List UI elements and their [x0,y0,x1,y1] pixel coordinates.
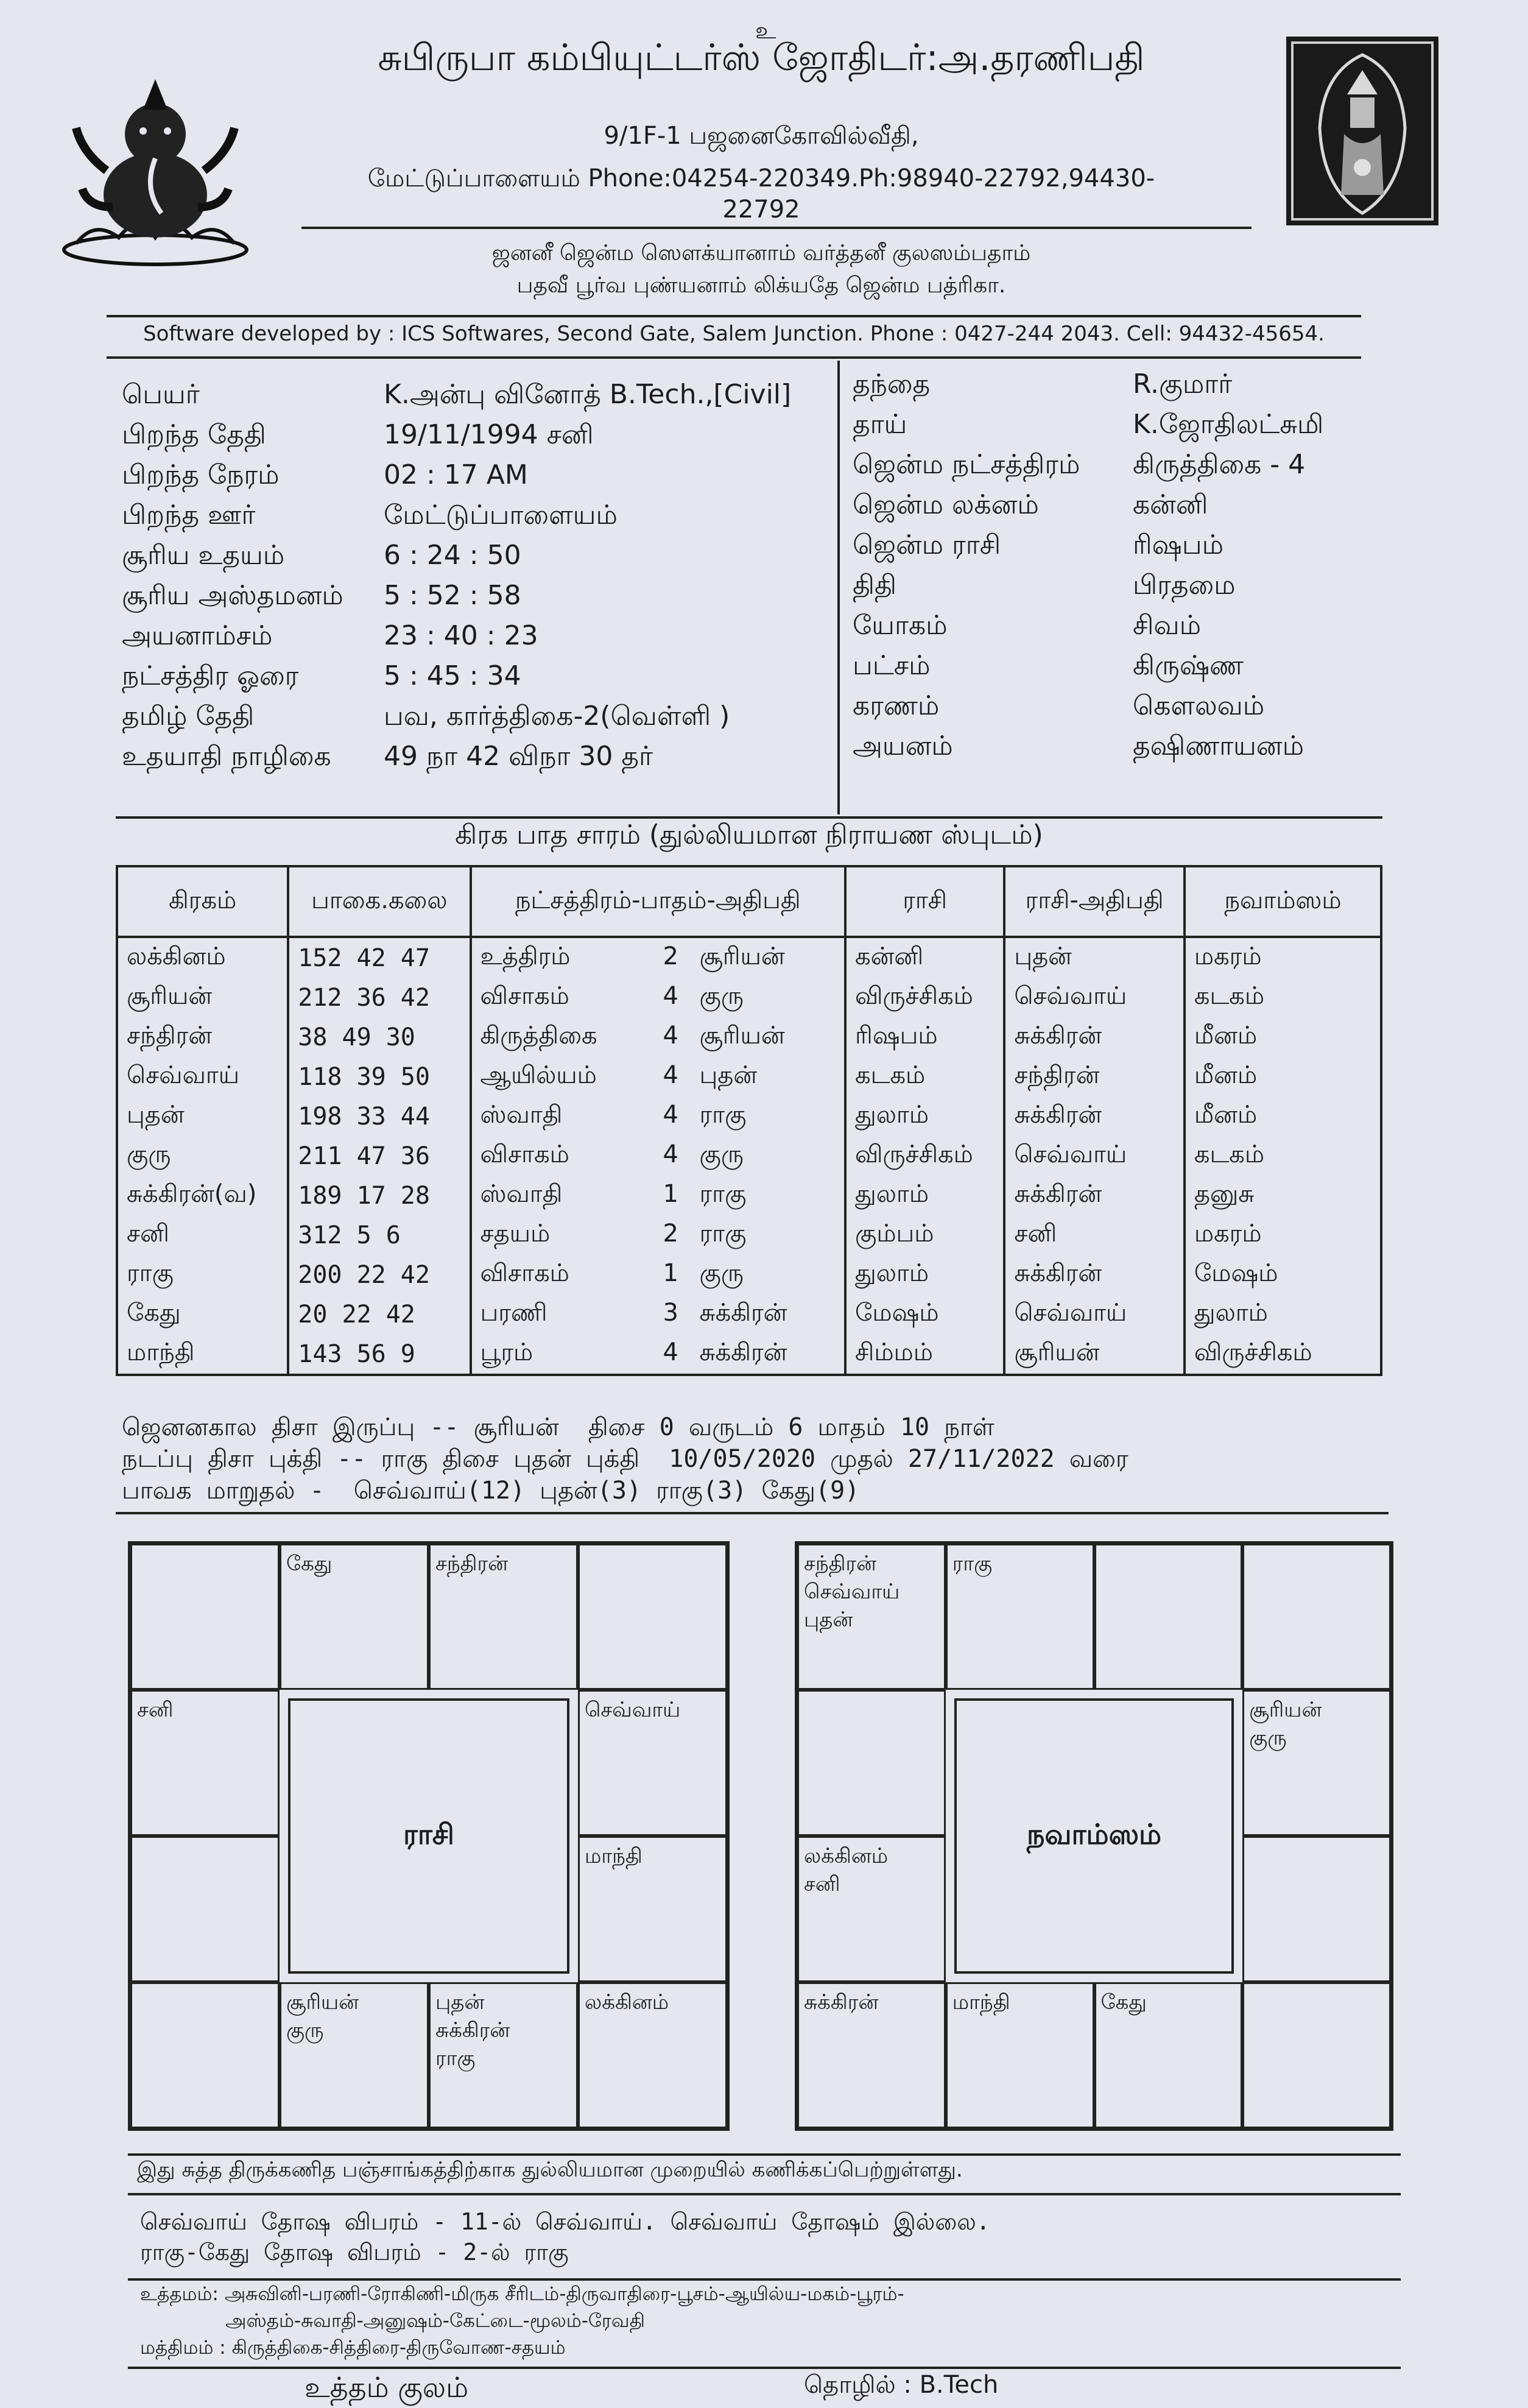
right_details-value: கிருத்திகை - 4 [1133,449,1306,480]
planet-table-header-cell: ராசி [845,866,1004,937]
table-cell [1185,1136,1381,1176]
table-cell [288,937,470,978]
table-cell-text: 4 [663,1061,678,1089]
table-cell-text: ஆயில்யம் [480,1061,597,1089]
table-cell-text: கும்பம் [855,1220,934,1248]
left_details-value: K.அன்பு வினோத் B.Tech.,[Civil] [384,379,792,410]
right_details-value: K.ஜோதிலட்சுமி [1133,409,1324,440]
table-cell-text: மீனம் [1194,1061,1258,1089]
current-dasa-bhukti: நடப்பு திசா புக்தி -- ராகு திசை புதன் புக்தி 10/05/2020 முதல் 27/11/2022 வரை [122,1445,1128,1473]
table-cell [288,978,470,1017]
planet-table-header-cell: ராசி-அதிபதி [1004,866,1185,937]
right_details-value: கன்னி [1133,489,1208,520]
table-cell [845,1255,1004,1294]
table-cell-text: துலாம் [1194,1299,1268,1327]
table-cell-text: புதன் [127,1101,185,1129]
table-cell-text: ரிஷபம் [855,1022,938,1050]
right_details-label: தந்தை [853,369,931,400]
table-cell-text: சூரியன் [127,982,213,1010]
table-cell-text: பரணி [480,1299,547,1327]
table-cell [117,978,288,1017]
table-cell-text: 118 39 50 [298,1062,430,1091]
table-cell [1004,1176,1185,1215]
right_details-label: தாய் [853,409,907,440]
table-cell-text: 4 [663,1022,678,1050]
table-cell [1185,1176,1381,1215]
dosha-bottom-line [128,2278,1401,2281]
table-cell-text: 2 [663,1220,678,1248]
table-cell [288,1255,470,1294]
table-cell-text: புதன் [699,1061,758,1089]
left_details-label: உதயாதி நாழிகை [122,741,331,772]
planet-table-header-cell: பாகை.கலை [288,866,470,937]
table-cell [1004,1294,1185,1334]
left_details-value: 19/11/1994 சனி [384,419,594,450]
table-cell [471,1176,846,1215]
header-phone: மேட்டுப்பாளையம் Phone:04254-220349.Ph:98940-22792,94430-22792 [367,164,1155,224]
navamsa-chart [795,1541,1393,2131]
bottom-partial-right: தொழில் : B.Tech [804,2371,999,2399]
table-row [117,1176,1381,1215]
planet-table-title: கிரக பாத சாரம் (துல்லியமான நிராயண ஸ்புடம்) [455,819,1043,850]
chart-house-cell: மாந்தி [578,1836,727,1982]
table-cell-text: 212 36 42 [298,983,430,1012]
table-cell [288,1057,470,1096]
chart-house-cell: சுக்கிரன் [797,1982,946,2128]
planet-table [116,865,1382,1376]
left_details-value: 02 : 17 AM [384,459,528,490]
table-cell-text: குரு [127,1140,171,1168]
table-cell [845,1215,1004,1255]
table-cell-text: கேது [127,1299,181,1327]
table-cell [1185,1017,1381,1057]
chart-house-cell [130,1544,280,1690]
chart-house-cell: கேது [1094,1982,1243,2128]
table-cell-text: ராகு [127,1259,174,1287]
table-cell [117,1017,288,1057]
table-cell-text: 4 [663,1338,678,1366]
table-cell-text: செவ்வாய் [127,1061,240,1089]
table-row [117,1334,1381,1375]
table-cell [288,1334,470,1375]
chart-title: நவாம்ஸம் [954,1698,1234,1974]
table-cell [1185,978,1381,1017]
chart-house-cell: சூரியன் குரு [1242,1690,1391,1836]
table-cell [1185,937,1381,978]
table-cell-text: துலாம் [855,1180,929,1208]
table-cell-text: குரு [699,1140,744,1168]
table-cell-text: செவ்வாய் [1014,982,1127,1010]
rahu-ketu-dosha: ராகு-கேது தோஷ விபரம் - 2-ல் ராகு [140,2239,569,2265]
table-cell-text: மேஷம் [855,1299,939,1327]
chart-house-cell [130,1836,280,1982]
footer-bottom-line [128,2367,1401,2369]
chart-house-cell [1094,1544,1243,1690]
table-cell-text: தனுசு [1194,1180,1255,1208]
table-cell-text: 1 [663,1180,678,1208]
right_details-label: பட்சம் [853,650,931,681]
table-cell-text: ஸ்வாதி [480,1101,563,1129]
chart-house-cell [1242,1836,1391,1982]
table-cell-text: சனி [127,1220,169,1248]
left_details-value: 5 : 45 : 34 [384,660,521,691]
table-cell [471,978,846,1017]
chart-house-cell [578,1544,727,1690]
header-title: சுபிருபா கம்பியுட்டர்ஸ் ஜோதிடர்:அ.தரணிபதி [378,37,1145,79]
chart-house-cell: மாந்தி [946,1982,1094,2128]
table-cell [117,1294,288,1334]
table-cell [288,1017,470,1057]
table-cell [471,1096,846,1136]
table-cell-text: கடகம் [1194,982,1265,1010]
table-cell-text: 4 [663,982,678,1010]
table-row [117,1294,1381,1334]
left_details-label: பெயர் [122,379,200,410]
table-cell [1185,1334,1381,1375]
table-row [117,1096,1381,1136]
right_details-label: கரணம் [853,690,940,721]
bhava-change: பாவக மாறுதல் - செவ்வாய்(12) புதன்(3) ராகு(3) கேது(9) [122,1477,860,1505]
uthamam-line-1: உத்தமம்: அசுவினி-பரணி-ரோகிணி-மிருக சீரிடம்-திருவாதிரை-பூசம்-ஆயில்ய-மகம்-பூரம்- [140,2283,904,2305]
table-cell [1004,1057,1185,1096]
table-cell-text: ஸ்வாதி [480,1180,563,1208]
table-cell-text: 198 33 44 [298,1102,430,1131]
right_details-label: ஜென்ம நட்சத்திரம் [853,449,1080,480]
table-cell [1004,1255,1185,1294]
ganesha-deity-icon [58,67,253,268]
table-cell-text: சந்திரன் [127,1022,213,1050]
chart-title: ராசி [288,1698,569,1974]
table-cell [1004,1136,1185,1176]
table-cell [845,937,1004,978]
table-cell-text: சிம்மம் [855,1338,933,1366]
table-cell [288,1294,470,1334]
table-cell-text: செவ்வாய் [1014,1299,1127,1327]
table-cell-text: ராகு [699,1101,747,1129]
table-cell-text: சனி [1014,1220,1057,1248]
left_details-value: மேட்டுப்பாளையம் [384,500,618,531]
table-cell [1004,1215,1185,1255]
chart-house-cell [797,1690,946,1836]
table-cell [117,1057,288,1096]
table-cell-text: குரு [699,982,744,1010]
header-verse-1: ஜனனீ ஜென்ம ஸௌக்யானாம் வர்த்தனீ குலஸம்பதாம் [491,241,1031,266]
table-cell-text: விருச்சிகம் [1194,1338,1312,1366]
table-cell [117,937,288,978]
header-divider [301,227,1252,229]
table-cell-text: சுக்கிரன் [699,1338,787,1366]
table-cell [117,1096,288,1136]
right_details-value: ரிஷபம் [1133,529,1224,560]
table-cell [471,1057,846,1096]
table-cell [845,1057,1004,1096]
table-cell-text: கன்னி [855,942,924,970]
mathimam-line: மத்திமம் : கிருத்திகை-சித்திரை-திருவோண-சதயம் [140,2337,566,2359]
right_details-label: அயனம் [853,730,953,761]
chart-house-cell: சூரியன் குரு [280,1982,429,2128]
right_details-value: R.குமார் [1133,369,1233,400]
chart-house-cell: சந்திரன் [429,1544,578,1690]
table-cell [471,1136,846,1176]
table-cell-text: 200 22 42 [298,1260,430,1289]
table-cell-text: 1 [663,1259,678,1287]
table-cell-text: குரு [699,1259,744,1287]
left_details-label: பிறந்த ஊர் [122,500,256,531]
left_details-value: பவ, கார்த்திகை-2(வெள்ளி ) [384,701,730,732]
table-cell-text: 3 [663,1299,678,1327]
chart-house-cell: ராகு [946,1544,1094,1690]
table-cell [117,1176,288,1215]
software-top-line [107,315,1361,317]
left_details-label: பிறந்த தேதி [122,419,266,450]
table-cell [1004,1334,1185,1375]
table-cell [288,1176,470,1215]
table-cell-text: 312 5 6 [298,1221,401,1249]
table-cell-text: 189 17 28 [298,1181,430,1210]
right_details-value: பிரதமை [1133,570,1236,601]
table-cell [1004,937,1185,978]
table-cell-text: 20 22 42 [298,1300,415,1329]
table-cell-text: செவ்வாய் [1014,1140,1127,1168]
table-row [117,1136,1381,1176]
rasi-chart [128,1541,730,2131]
chart-house-cell: சனி [130,1690,280,1836]
right_details-label: ஜென்ம லக்னம் [853,489,1039,520]
table-cell [845,1136,1004,1176]
planet-table-header [117,866,1381,937]
note-bottom-line [128,2193,1401,2195]
table-cell-text: 211 47 36 [298,1142,430,1170]
left_details-value: 23 : 40 : 23 [384,620,538,651]
top-mark: உ [755,17,776,44]
table-cell-text: லக்கினம் [127,942,226,970]
table-cell-text: மகரம் [1194,1220,1262,1248]
table-cell [288,1096,470,1136]
header-address: 9/1F-1 பஜனைகோவில்வீதி, [604,122,919,150]
left_details-value: 6 : 24 : 50 [384,540,521,571]
chart-house-cell [130,1982,280,2128]
table-cell-text: 152 42 47 [298,944,430,972]
planet-table-header-cell: கிரகம் [117,866,288,937]
table-cell-text: துலாம் [855,1259,929,1287]
table-cell [471,937,846,978]
table-cell-text: சுக்கிரன்(வ) [127,1180,257,1208]
table-cell-text: விசாகம் [480,982,569,1010]
table-cell-text: சுக்கிரன் [1014,1180,1102,1208]
details-bottom-line [116,816,1382,819]
chart-house-cell: செவ்வாய் [578,1690,727,1836]
table-cell-text: சதயம் [480,1220,551,1248]
table-cell-text: சூரியன் [699,942,785,970]
table-row [117,1255,1381,1294]
left_details-label: அயனாம்சம் [122,620,273,651]
balaji-deity-icon [1286,37,1438,225]
table-cell-text: ராகு [699,1220,747,1248]
table-cell [1185,1215,1381,1255]
right_details-value: தஷிணாயனம் [1133,730,1304,761]
table-cell-text: விசாகம் [480,1140,569,1168]
software-bottom-line [107,356,1361,359]
table-cell [845,1096,1004,1136]
footer-top-line [128,2153,1401,2156]
table-cell-text: 4 [663,1140,678,1168]
table-cell [471,1215,846,1255]
table-cell [1185,1294,1381,1334]
table-cell [1185,1255,1381,1294]
chart-house-cell: சந்திரன் செவ்வாய் புதன் [797,1544,946,1690]
table-cell-text: புதன் [1014,942,1072,970]
table-row [117,978,1381,1017]
table-cell [471,1017,846,1057]
table-cell-text: சூரியன் [699,1022,785,1050]
table-cell-text: விருச்சிகம் [855,982,973,1010]
table-cell-text: 4 [663,1101,678,1129]
table-cell-text: ராகு [699,1180,747,1208]
table-cell-text: சந்திரன் [1014,1061,1100,1089]
chart-house-cell [1242,1544,1391,1690]
table-cell-text: விசாகம் [480,1259,569,1287]
right_details-value: கிருஷ்ண [1133,650,1244,681]
planet-table-header-cell: நட்சத்திரம்-பாதம்-அதிபதி [471,866,846,937]
table-cell [117,1215,288,1255]
table-cell-text: சுக்கிரன் [699,1299,787,1327]
dasa-bottom-line [116,1512,1389,1514]
table-cell-text: 38 49 30 [298,1023,415,1051]
table-cell-text: கடகம் [855,1061,926,1089]
table-cell-text: உத்திரம் [480,942,571,970]
table-cell [471,1334,846,1375]
left_details-value: 5 : 52 : 58 [384,580,521,611]
right_details-label: ஜென்ம ராசி [853,529,1001,560]
table-cell-text: சூரியன் [1014,1338,1100,1366]
table-cell [1004,978,1185,1017]
table-cell-text: சுக்கிரன் [1014,1101,1102,1129]
left_details-label: பிறந்த நேரம் [122,459,280,490]
table-row [117,1215,1381,1255]
table-cell-text: துலாம் [855,1101,929,1129]
table-cell [845,1334,1004,1375]
chart-house-cell: லக்கினம் சனி [797,1836,946,1982]
planet-table-header-cell: நவாம்ஸம் [1185,866,1381,937]
software-credit: Software developed by : ICS Softwares, Second Gate, Salem Junction. Phone : 0427-244 2043. Cell: 94432-45654. [143,322,1325,346]
table-cell [471,1294,846,1334]
uthamam-line-2: அஸ்தம்-சுவாதி-அனுஷம்-கேட்டை-மூலம்-ரேவதி [225,2310,645,2332]
table-cell [845,978,1004,1017]
left_details-value: 49 நா 42 விநா 30 தர் [384,741,653,772]
table-cell-text: பூரம் [480,1338,533,1366]
details-divider [837,361,840,814]
table-row [117,1057,1381,1096]
bottom-partial-left: உத்தம் குலம் [305,2371,469,2404]
chart-house-cell [1242,1982,1391,2128]
table-cell [845,1176,1004,1215]
left_details-label: நட்சத்திர ஓரை [122,660,299,691]
header-verse-2: பதவீ பூர்வ புண்யனாம் லிக்யதே ஜென்ம பத்ரிகா. [516,273,1006,298]
table-cell-text: மேஷம் [1194,1259,1278,1287]
table-row [117,1017,1381,1057]
table-cell-text: விருச்சிகம் [855,1140,973,1168]
table-cell-text: மீனம் [1194,1101,1258,1129]
chart-house-cell: கேது [280,1544,429,1690]
table-cell [117,1136,288,1176]
calculation-note: இது சுத்த திருக்கணித பஞ்சாங்கத்திற்காக துல்லியமான முறையில் கணிக்கப்பெற்றுள்ளது. [137,2158,963,2182]
table-cell-text: 143 56 9 [298,1340,415,1368]
table-cell-text: கிருத்திகை [480,1022,597,1050]
table-cell-text: சுக்கிரன் [1014,1259,1102,1287]
table-cell [288,1136,470,1176]
table-cell [1004,1096,1185,1136]
table-cell [845,1294,1004,1334]
left_details-label: சூரிய உதயம் [122,540,285,571]
table-cell [288,1215,470,1255]
chart-house-cell: புதன் சுக்கிரன் ராகு [429,1982,578,2128]
table-cell-text: சுக்கிரன் [1014,1022,1102,1050]
table-cell [471,1255,846,1294]
right_details-value: சிவம் [1133,610,1201,641]
table-cell-text: மகரம் [1194,942,1262,970]
dasa-balance: ஜெனனகால திசா இருப்பு -- சூரியன் திசை 0 வருடம் 6 மாதம் 10 நாள் [122,1413,995,1441]
table-cell-text: மீனம் [1194,1022,1258,1050]
chevvai-dosha: செவ்வாய் தோஷ விபரம் - 11-ல் செவ்வாய். செவ்வாய் தோஷம் இல்லை. [140,2208,990,2235]
left_details-label: சூரிய அஸ்தமனம் [122,580,343,611]
table-cell [1185,1057,1381,1096]
table-cell [845,1017,1004,1057]
right_details-label: யோகம் [853,610,948,641]
table-cell-text: மாந்தி [127,1338,195,1366]
right_details-label: திதி [853,570,897,601]
table-cell-text: கடகம் [1194,1140,1265,1168]
table-cell-text: 2 [663,942,678,970]
table-cell [117,1255,288,1294]
right_details-value: கௌலவம் [1133,690,1265,721]
table-cell [117,1334,288,1375]
table-row [117,937,1381,978]
left_details-label: தமிழ் தேதி [122,701,255,732]
table-cell [1185,1096,1381,1136]
table-cell [1004,1017,1185,1057]
chart-house-cell: லக்கினம் [578,1982,727,2128]
